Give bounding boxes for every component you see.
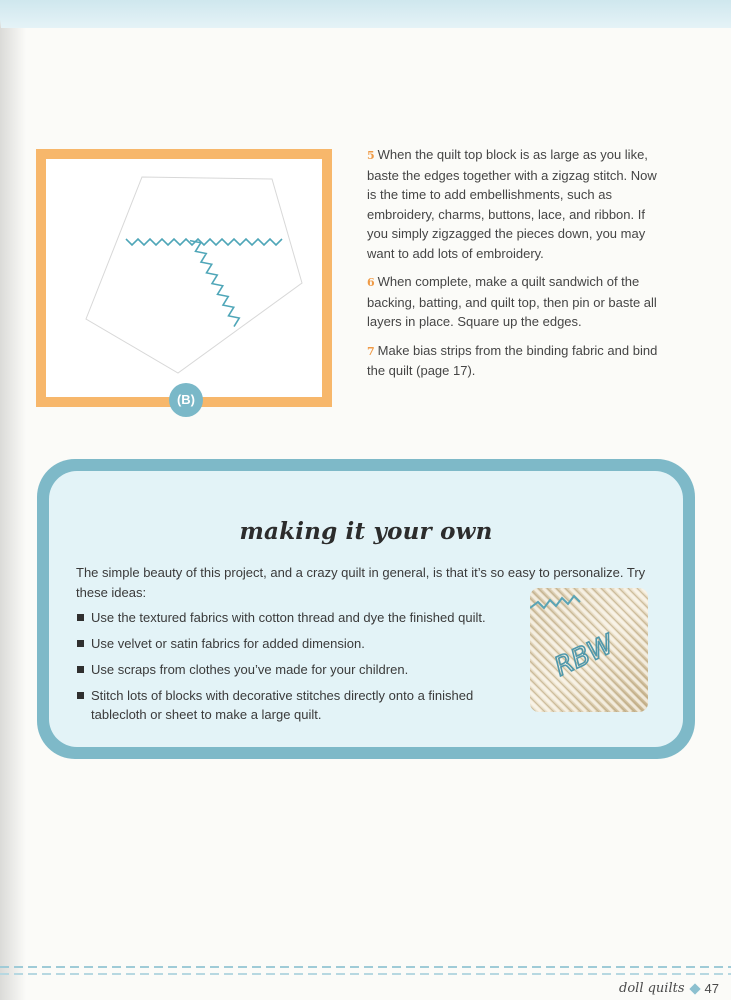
list-item	[76, 686, 516, 724]
step-text: When the quilt top block is as large as you like, baste the edges together with a zigzag stitch. Now is the time to add embellishments, such as embroidery, charms, buttons, lace, and ribbon. If you simply zigzagged the pieces down, you may want to add lots of embroidery.	[367, 147, 657, 261]
square-bullet-icon	[77, 614, 84, 621]
square-bullet-icon	[77, 640, 84, 647]
step-6	[367, 272, 667, 332]
diamond-icon	[689, 983, 700, 994]
idea-text: Use the textured fabrics with cotton thread and dye the finished quilt.	[91, 610, 486, 625]
step-number: 7	[367, 344, 375, 358]
step-number: 5	[367, 149, 375, 162]
list-item	[76, 608, 516, 627]
idea-text: Stitch lots of blocks with decorative stitches directly onto a finished tablecloth or sheet to make a large quilt.	[91, 688, 474, 722]
step-5	[367, 145, 667, 263]
footer-book-title: doll quilts	[619, 981, 685, 996]
step-7	[367, 341, 667, 381]
figure-label-badge: (B)	[169, 383, 203, 417]
tips-callout-box	[37, 459, 695, 759]
embroidered-fabric-photo	[530, 588, 648, 712]
idea-list	[76, 608, 516, 731]
step-text: Make bias strips from the binding fabric and bind the quilt (page 17).	[367, 342, 658, 378]
quilt-block-illustration	[36, 149, 332, 407]
square-bullet-icon	[77, 666, 84, 673]
square-bullet-icon	[77, 692, 84, 699]
page-footer	[619, 981, 719, 996]
page-gutter-shadow	[0, 0, 26, 1000]
footer-dashed-line	[0, 966, 731, 968]
tips-callout-inner	[49, 471, 683, 747]
list-item	[76, 660, 516, 679]
callout-title: making it your own	[239, 518, 493, 545]
callout-intro: The simple beauty of this project, and a crazy quilt in general, is that it’s so easy to personalize. Try these ideas:	[76, 565, 646, 600]
step-text: When complete, make a quilt sandwich of the backing, batting, and quilt top, then pin or baste all layers in place. Square up the edges.	[367, 274, 657, 329]
idea-text: Use scraps from clothes you’ve made for your children.	[91, 662, 409, 677]
list-item	[76, 634, 516, 653]
page-number: 47	[704, 981, 719, 996]
top-zigzag-border	[0, 0, 731, 36]
photo-embroidery-text: RBW	[550, 629, 619, 683]
step-number: 6	[367, 276, 375, 289]
pentagon-diagram	[46, 159, 322, 397]
idea-text: Use velvet or satin fabrics for added dimension.	[91, 636, 365, 651]
instruction-steps	[367, 145, 667, 390]
footer-dashed-line	[0, 973, 731, 975]
